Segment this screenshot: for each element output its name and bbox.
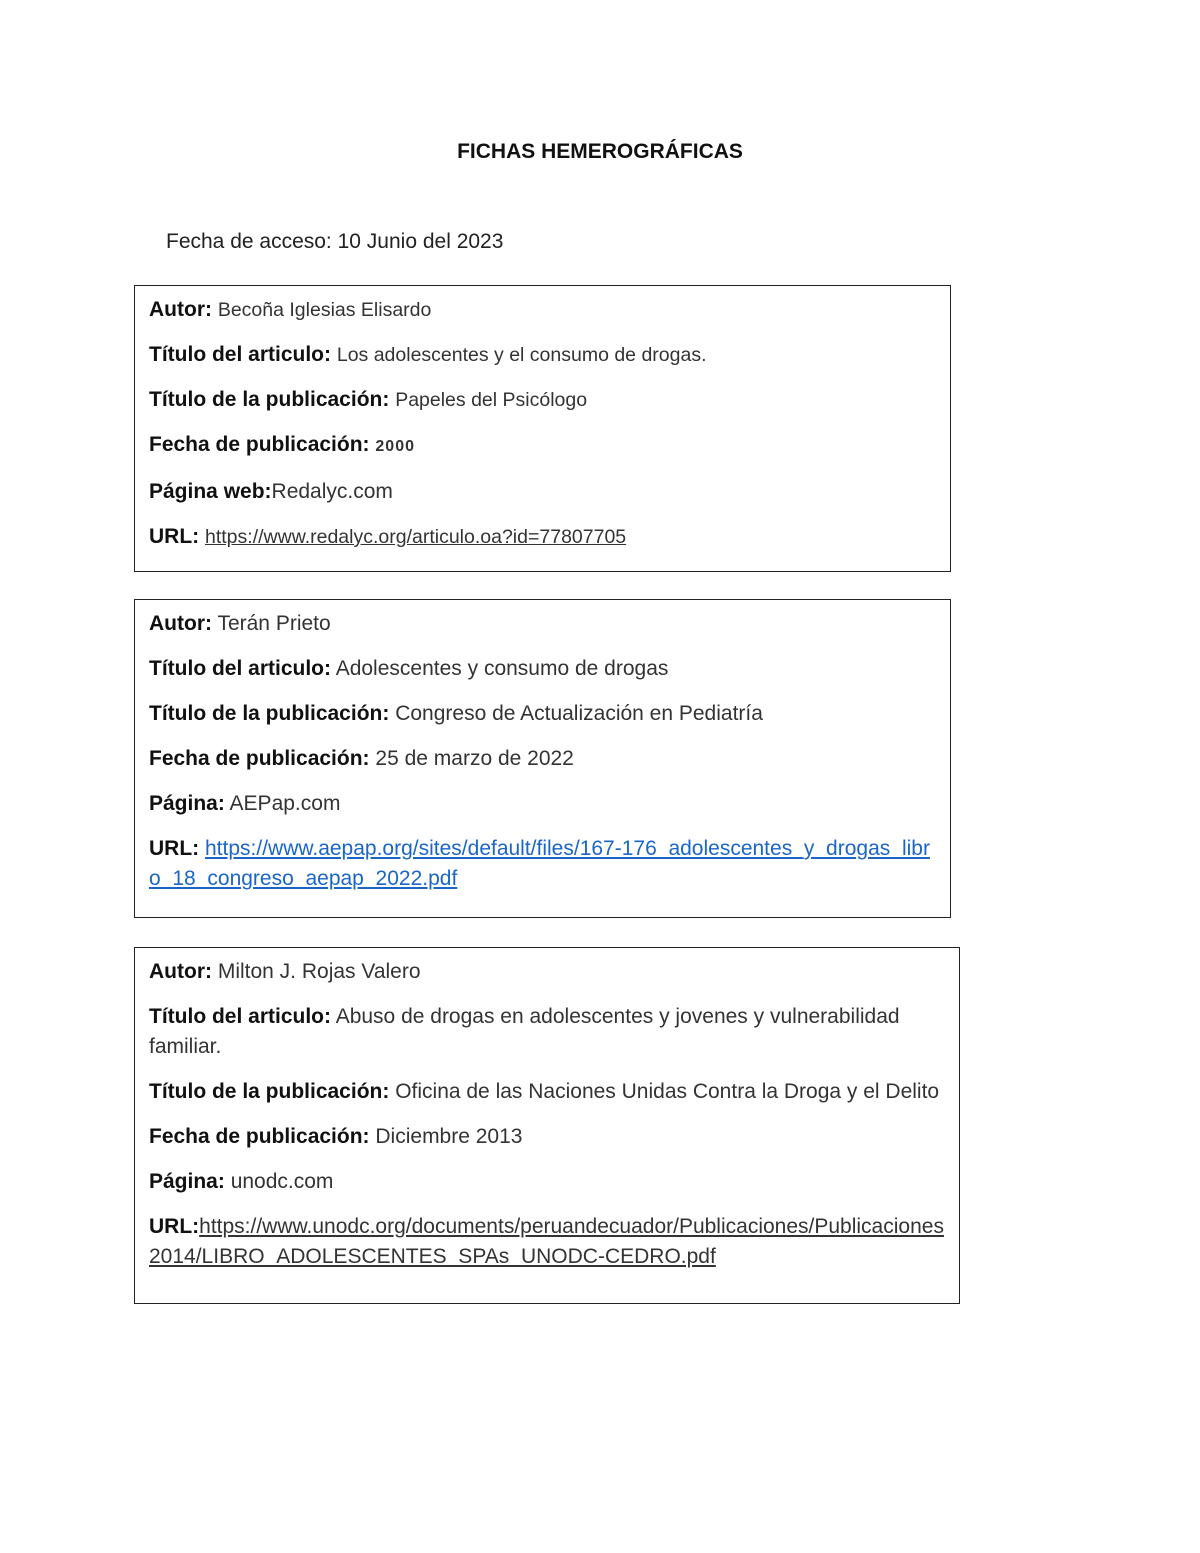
article-title-value: Abuso de drogas en adolescentes y jovenes y vulnerabilidad familiar.: [149, 1005, 900, 1058]
article-title-field: [149, 1002, 945, 1062]
url-field: [149, 834, 936, 894]
publication-date-value: 25 de marzo de 2022: [375, 747, 574, 770]
article-title-value: Adolescentes y consumo de drogas: [335, 657, 669, 680]
article-title-value: Los adolescentes y el consumo de drogas.: [336, 344, 707, 366]
url-field: [149, 1212, 945, 1272]
article-title-label: Título del articulo:: [149, 343, 331, 366]
author-value: Milton J. Rojas Valero: [217, 960, 421, 983]
article-title-field: [149, 340, 936, 370]
citation-card: [134, 947, 960, 1304]
url-link[interactable]: https://www.aepap.org/sites/default/files/167-176_adolescentes_y_drogas_libro_18_congreso_aepap_2022.pdf: [149, 837, 930, 890]
publication-title-value: Congreso de Actualización en Pediatría: [395, 702, 763, 725]
publication-title-label: Título de la publicación:: [149, 1080, 390, 1103]
publication-title-field: [149, 385, 936, 415]
url-label: URL:: [149, 525, 200, 548]
author-label: Autor:: [149, 960, 212, 983]
author-field: [149, 295, 936, 325]
website-label: Página:: [149, 1170, 225, 1193]
url-link[interactable]: https://www.redalyc.org/articulo.oa?id=77807705: [205, 526, 627, 548]
publication-title-value: Oficina de las Naciones Unidas Contra la Droga y el Delito: [395, 1080, 940, 1103]
website-field: [149, 789, 936, 819]
url-link[interactable]: https://www.unodc.org/documents/peruandecuador/Publicaciones/Publicaciones2014/LIBRO_ADOLESCENTES_SPAs_UNODC-CEDRO.pdf: [149, 1215, 944, 1268]
publication-title-field: [149, 699, 936, 729]
publication-title-field: [149, 1077, 945, 1107]
access-date: Fecha de acceso: 10 Junio del 2023: [166, 230, 504, 253]
article-title-field: [149, 654, 936, 684]
author-field: [149, 957, 945, 987]
publication-date-label: Fecha de publicación:: [149, 433, 370, 456]
website-label: Página web:: [149, 480, 272, 503]
url-field: [149, 522, 936, 552]
citation-card: [134, 285, 951, 572]
publication-date-label: Fecha de publicación:: [149, 1125, 370, 1148]
url-label: URL:: [149, 1215, 200, 1238]
article-title-label: Título del articulo:: [149, 1005, 331, 1028]
author-label: Autor:: [149, 612, 212, 635]
publication-title-label: Título de la publicación:: [149, 388, 390, 411]
publication-date-value: Diciembre 2013: [375, 1125, 523, 1148]
website-label: Página:: [149, 792, 225, 815]
publication-date-field: [149, 430, 936, 462]
website-value: unodc.com: [230, 1170, 334, 1193]
website-field: [149, 1167, 945, 1197]
publication-date-field: [149, 1122, 945, 1152]
publication-date-label: Fecha de publicación:: [149, 747, 370, 770]
citation-card: [134, 599, 951, 918]
author-field: [149, 609, 936, 639]
page-title: FICHAS HEMEROGRÁFICAS: [457, 140, 743, 163]
publication-date-value: 2000: [375, 438, 415, 455]
website-value: AEPap.com: [229, 792, 341, 815]
publication-title-value: Papeles del Psicólogo: [395, 389, 588, 411]
publication-date-field: [149, 744, 936, 774]
author-value: Becoña Iglesias Elisardo: [217, 299, 432, 321]
publication-title-label: Título de la publicación:: [149, 702, 390, 725]
author-value: Terán Prieto: [217, 612, 331, 635]
author-label: Autor:: [149, 298, 212, 321]
url-label: URL:: [149, 837, 200, 860]
article-title-label: Título del articulo:: [149, 657, 331, 680]
website-value: Redalyc.com: [271, 480, 393, 503]
website-field: [149, 477, 936, 507]
